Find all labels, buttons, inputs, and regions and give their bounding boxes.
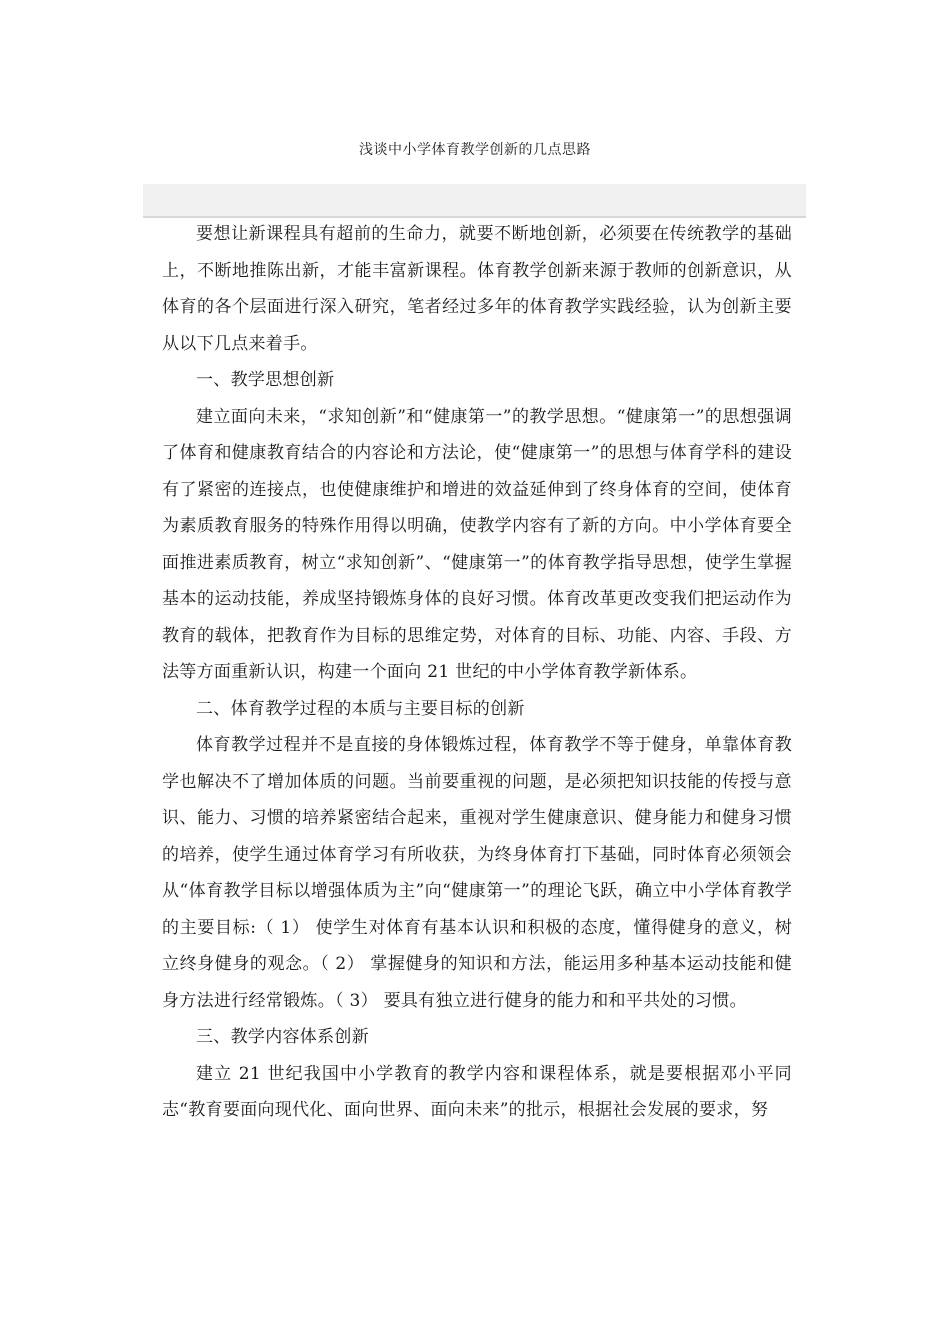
section-paragraph-2: 体育教学过程并不是直接的身体锻炼过程，体育教学不等于健身，单靠体育教学也解决不了增加体质的问题。当前要重视的问题，是必须把知识技能的传授与意识、能力、习惯的培养紧密结合起来，重视对学生健康意识、健身能力和健身习惯的培养，使学生通过体育学习有所收获，为终身体育打下基础，同时体育必须领会从“体育教学目标以增强体质为主”向“健康第一”的理论飞跃，确立中小学体育教学的主要目标:（ 1） 使学生对体育有基本认识和积极的态度，懂得健身的意义，树立终身健身的观念。（ 2） 掌握健身的知识和方法，能运用多种基本运动技能和健身方法进行经常锻炼。（ 3） 要具有独立进行健身的能力和和平共处的习惯。 xyxy=(162,735,792,1011)
document-title: 浅谈中小学体育教学创新的几点思路 xyxy=(359,142,591,158)
title-divider-band xyxy=(143,184,806,218)
section-heading-3: 三、教学内容体系创新 xyxy=(196,1027,369,1047)
intro-paragraph: 要想让新课程具有超前的生命力，就要不断地创新，必须要在传统教学的基础上，不断地推陈出新，才能丰富新课程。体育教学创新来源于教师的创新意识，从体育的各个层面进行深入研究，笔者经过多年的体育教学实践经验，认为创新主要从以下几点来着手。 xyxy=(162,224,792,354)
document-body xyxy=(162,216,792,1129)
section-paragraph-3: 建立 21 世纪我国中小学教育的教学内容和课程体系，就是要根据邓小平同志“教育要面向现代化、面向世界、面向未来”的批示，根据社会发展的要求，努 xyxy=(162,1063,792,1120)
section-heading-2: 二、体育教学过程的本质与主要目标的创新 xyxy=(196,698,525,719)
section-paragraph-1: 建立面向未来，“求知创新”和“健康第一”的教学思想。“健康第一”的思想强调了体育和健康教育结合的内容论和方法论，使“健康第一”的思想与体育学科的建设有了紧密的连接点，也使健康维护和增进的效益延伸到了终身体育的空间，使体育为素质教育服务的特殊作用得以明确，使教学内容有了新的方向。中小学体育要全面推进素质教育，树立“求知创新”、“健康第一”的体育教学指导思想，使学生掌握基本的运动技能，养成坚持锻炼身体的良好习惯。体育改革更改变我们把运动作为教育的载体，把教育作为目标的思维定势，对体育的目标、功能、内容、手段、方法等方面重新认识，构建一个面向 21 世纪的中小学体育教学新体系。 xyxy=(162,406,792,682)
section-heading-1: 一、教学思想创新 xyxy=(196,370,335,390)
